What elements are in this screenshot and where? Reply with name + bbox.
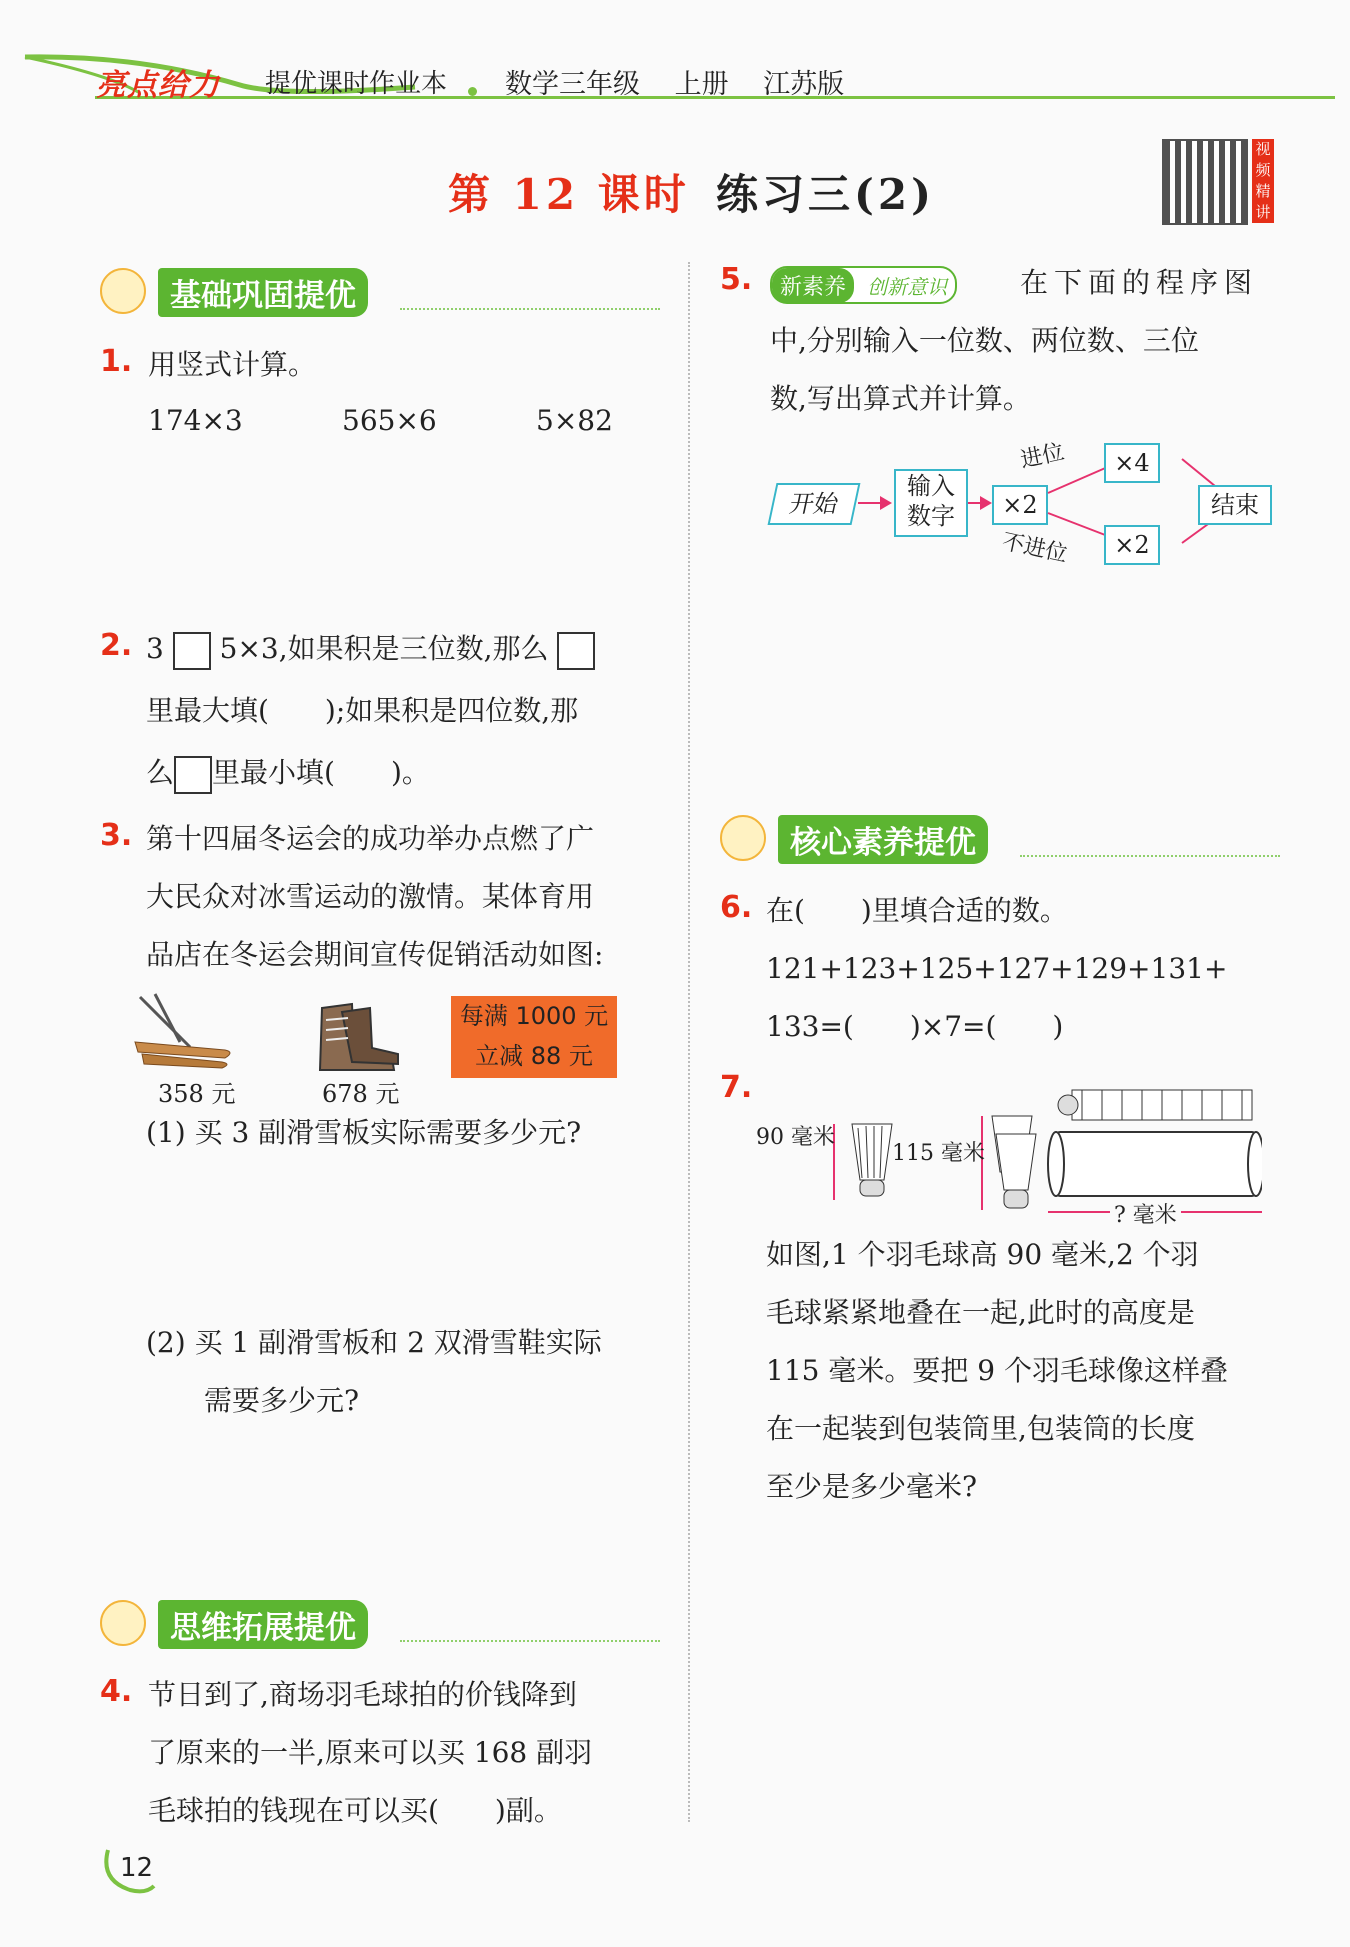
question-number: 2. xyxy=(100,628,133,663)
answer-box[interactable] xyxy=(174,756,212,794)
brand-logo: 亮点给力 xyxy=(96,68,220,103)
question-number: 3. xyxy=(100,818,133,853)
question-line: 如图,1 个羽毛球高 90 毫米,2 个羽 xyxy=(766,1238,1199,1271)
brand-subtitle: 提优课时作业本 xyxy=(265,69,448,99)
flow-arrow xyxy=(858,502,882,504)
section-divider xyxy=(400,308,660,310)
lesson-number: 第 12 课时 xyxy=(448,170,690,219)
page-number: 12 xyxy=(120,1853,154,1883)
section-divider xyxy=(400,1640,660,1642)
question-number: 1. xyxy=(100,344,133,379)
promo-line: 每满 1000 元 xyxy=(459,1002,609,1030)
question-line: 毛球拍的钱现在可以买( )副。 xyxy=(148,1794,562,1827)
answer-box[interactable] xyxy=(173,632,211,670)
sub-question-2: (2) 买 1 副滑雪板和 2 双滑雪鞋实际 xyxy=(146,1326,602,1359)
question-number: 4. xyxy=(100,1674,133,1709)
ski-icon xyxy=(130,992,240,1072)
question-line: 第十四届冬运会的成功举办点燃了广 xyxy=(146,822,595,855)
flow-end: 结束 xyxy=(1198,485,1272,525)
question-line: 在( )里填合适的数。 xyxy=(766,894,1068,927)
header-bar xyxy=(0,0,1350,110)
trophy-icon xyxy=(720,815,766,861)
flow-x2-b: ×2 xyxy=(1104,525,1160,565)
flow-start: 开始 xyxy=(768,483,861,525)
flow-nocarry-label: 不进位 xyxy=(999,529,1070,568)
question-line: 在一起装到包装筒里,包装筒的长度 xyxy=(766,1412,1195,1445)
question-number: 5. xyxy=(720,262,753,297)
badge-new: 新素养 xyxy=(772,268,854,303)
question-text: 5×3,如果积是三位数,那么 xyxy=(219,632,549,665)
flowchart xyxy=(770,435,1270,575)
lesson-title: 练习三(2) xyxy=(716,170,935,219)
flow-input xyxy=(894,469,968,537)
question-text: 么 xyxy=(146,756,175,789)
promo-banner xyxy=(451,996,617,1078)
header-dot xyxy=(468,87,477,96)
calc-item: 565×6 xyxy=(342,404,437,437)
question-line xyxy=(146,620,706,678)
question-line: 了原来的一半,原来可以买 168 副羽 xyxy=(148,1736,593,1769)
question-line: 133=( )×7=( ) xyxy=(766,1010,1064,1043)
question-text: 用竖式计算。 xyxy=(148,348,317,381)
column-divider xyxy=(688,262,690,1822)
question-number: 6. xyxy=(720,890,753,925)
shuttlecock-figure xyxy=(792,1080,1262,1240)
flow-input-line: 输入 xyxy=(907,472,955,500)
question-line: 大民众对冰雪运动的激情。某体育用 xyxy=(146,880,595,913)
answer-box[interactable] xyxy=(557,632,595,670)
calc-item: 174×3 xyxy=(148,404,243,437)
sun-icon xyxy=(100,268,146,314)
double-height-label: 115 毫米 xyxy=(892,1141,985,1166)
flow-x2: ×2 xyxy=(992,485,1048,525)
question-line: 节日到了,商场羽毛球拍的价钱降到 xyxy=(148,1678,577,1711)
question-text: 里最小填( )。 xyxy=(212,756,430,789)
question-line: 品店在冬运会期间宣传促销活动如图: xyxy=(146,938,604,971)
sprout-icon xyxy=(100,1600,146,1646)
video-tag: 视频精讲 xyxy=(1252,139,1274,223)
section-divider xyxy=(1020,855,1280,857)
flow-arrowhead xyxy=(980,496,992,510)
price-ski: 358 元 xyxy=(158,1080,236,1108)
question-line: 121+123+125+127+129+131+ xyxy=(766,952,1228,985)
price-boot: 678 元 xyxy=(322,1080,400,1108)
badge-skill: 创新意识 xyxy=(867,275,948,299)
calc-item: 5×82 xyxy=(536,404,613,437)
tube-length-label: ? 毫米 xyxy=(1110,1198,1181,1229)
ski-boot-icon xyxy=(312,998,402,1078)
qr-code-icon[interactable] xyxy=(1162,139,1248,225)
question-line: 数,写出算式并计算。 xyxy=(770,382,1031,415)
sub-question-2-cont: 需要多少元? xyxy=(204,1384,360,1417)
literacy-badge xyxy=(770,266,957,304)
question-line: 至少是多少毫米? xyxy=(766,1470,978,1503)
flow-arrowhead xyxy=(880,496,892,510)
promo-line: 立减 88 元 xyxy=(475,1042,593,1070)
flow-carry-label: 进位 xyxy=(1018,439,1067,474)
flow-x4: ×4 xyxy=(1104,443,1160,483)
question-number: 7. xyxy=(720,1070,753,1105)
question-line xyxy=(146,744,430,802)
question-line: 里最大填( );如果积是四位数,那 xyxy=(146,694,579,727)
question-line: 115 毫米。要把 9 个羽毛球像这样叠 xyxy=(766,1354,1228,1387)
section-extend-label: 思维拓展提优 xyxy=(158,1600,368,1649)
book-info: 数学三年级 上册 江苏版 xyxy=(505,69,845,100)
question-line: 中,分别输入一位数、两位数、三位 xyxy=(770,324,1199,357)
section-basic-label: 基础巩固提优 xyxy=(158,268,368,317)
flow-input-line: 数字 xyxy=(907,502,955,530)
section-core-label: 核心素养提优 xyxy=(778,815,988,864)
sub-question-1: (1) 买 3 副滑雪板实际需要多少元? xyxy=(146,1116,582,1149)
single-height-label: 90 毫米 xyxy=(756,1125,835,1150)
question-line: 在下面的程序图 xyxy=(1020,266,1259,299)
question-line: 毛球紧紧地叠在一起,此时的高度是 xyxy=(766,1296,1195,1329)
digit-3: 3 xyxy=(146,632,164,665)
